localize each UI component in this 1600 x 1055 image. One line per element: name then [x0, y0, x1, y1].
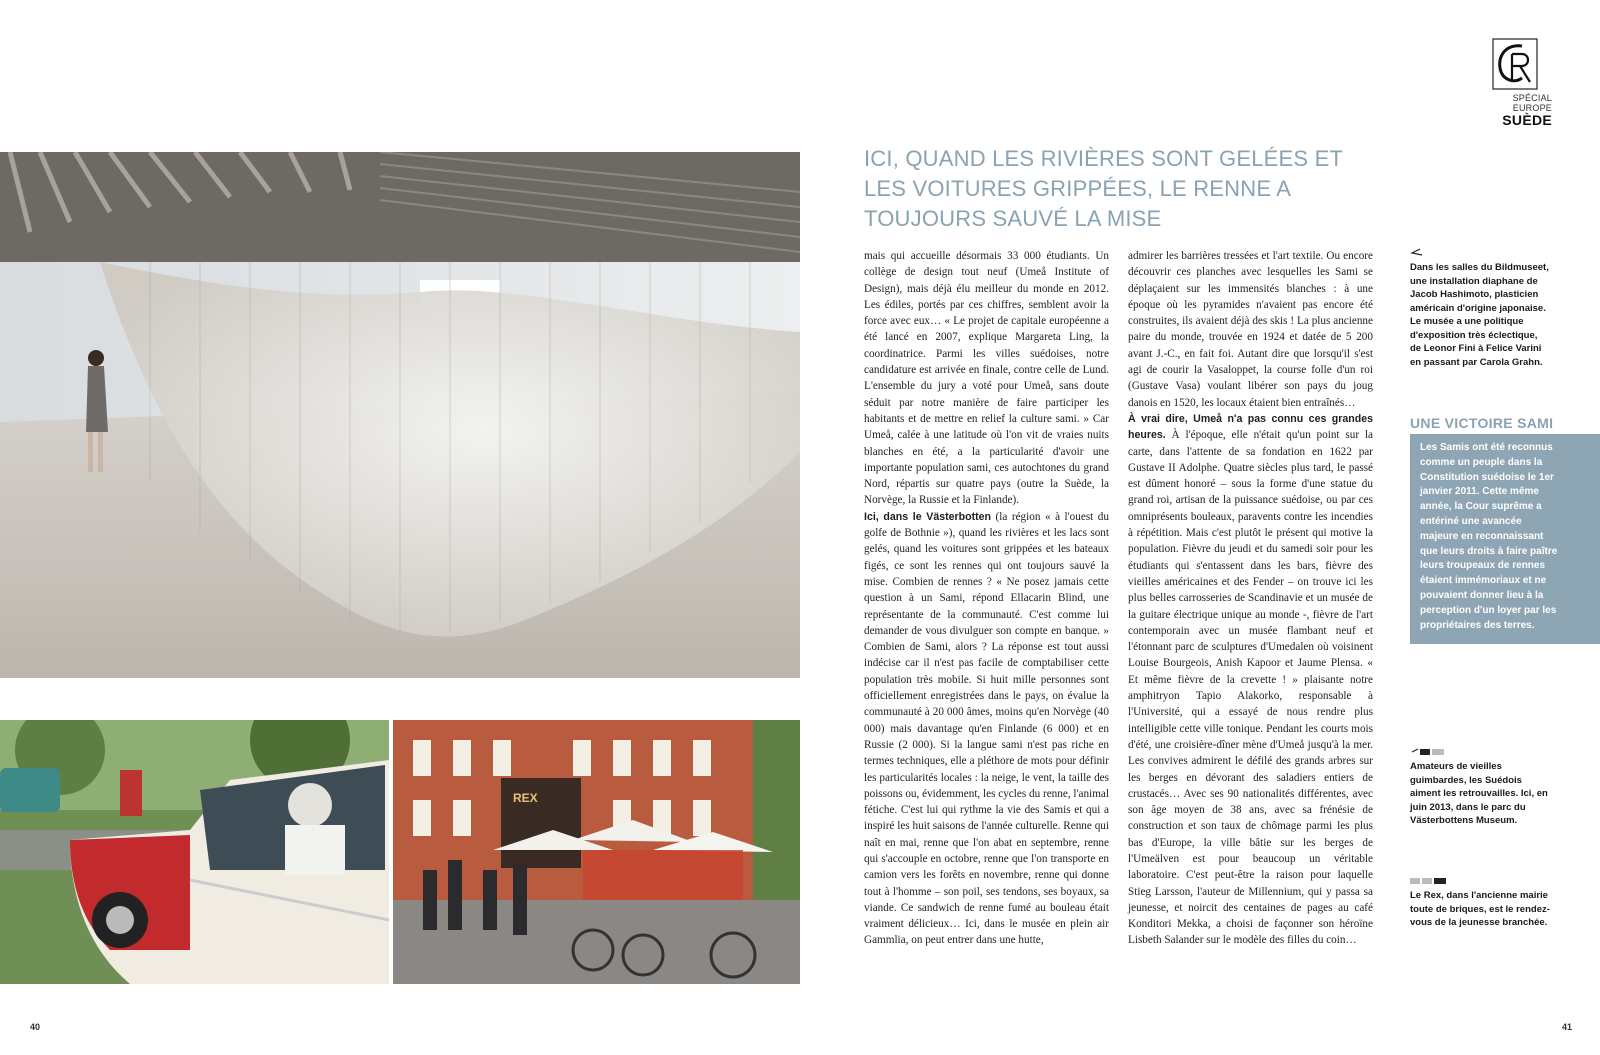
caption-pointer-icon: [1410, 248, 1550, 257]
caption-text: Le Rex, dans l'ancienne mairie toute de briques, est le rendez-vous de la jeunesse branchée.: [1410, 890, 1550, 928]
sidebar-box-text: Les Samis ont été reconnus comme un peuple dans la Constitution suédoise le 1er janvier 2011. Cette même année, la Cour suprême a entériné une avancée majeure en reconnaissant que leurs droits à faire paître leurs troupeaux de rennes étaient immémoriaux et ne pouvaient donner lieu à la perception d'un loyer par les propriétaires des terres.: [1420, 442, 1558, 631]
svg-text:REX: REX: [513, 791, 538, 805]
photo-caption-rex: [1410, 876, 1550, 930]
article-paragraph: [1128, 411, 1373, 949]
logo-subtitle: SPÉCIAL EUROPE: [1512, 93, 1552, 113]
caption-thumbnail-icon: [1410, 747, 1550, 756]
logo-monogram: [1492, 38, 1538, 90]
article-column-2: [1128, 248, 1373, 949]
photo-caption-installation: [1410, 248, 1550, 369]
article-paragraph: [864, 509, 1109, 949]
article-paragraph: mais qui accueille désormais 33 000 étudiants. Un collège de design tout neuf (Umeå Institute of Design), mais déjà élu meilleur du monde en 2012. Les édiles, portés par ces chiffres, semblent avoir la force avec eux… « Le projet de capitale européenne a été lancé en 2007, explique Margareta Ling, la coordinatrice. Parmi les villes suédoises, notre candidature est arrivée en finale, contre celle de Lund. L'ensemble du jury a voté pour Umeå, sans doute séduit par notre manière de faire participer les habitants et de mettre en relief la culture sami. » Car Umeå, calée à une latitude où l'on vit de vraies nuits blanches en été, a la particularité d'avoir une importante population sami, ces autochtones du grand Nord, répartis sur quatre pays (outre la Suède, la Norvège, la Russie et la Finlande).: [864, 250, 1109, 507]
page-number-right: 41: [1562, 1022, 1573, 1032]
article-title: ICI, QUAND LES RIVIÈRES SONT GELÉES ET LES VOITURES GRIPPÉES, LE RENNE A TOUJOURS SAUVÉ LA MISE: [864, 146, 1343, 231]
article-column-1: [864, 248, 1109, 949]
sidebar-box-title: UNE VICTOIRE SAMI: [1410, 415, 1554, 431]
vintage-car-photo: [0, 720, 389, 984]
magazine-logo: [1472, 38, 1552, 128]
caption-text: Amateurs de vieilles guimbardes, les Suédois aiment les retrouvailles. Ici, en juin 2013, dans le parc du Västerbottens Museum.: [1410, 761, 1548, 826]
paragraph-text: À l'époque, elle n'était qu'un point sur la carte, dans l'attente de sa fondation en 1622 par Gustave II Adolphe. Quatre siècles plus tard, le passé est dûment honoré – sous la forme d'une statue du grand roi, artisan de la puissance suédoise, ou par ces omniprésents bouleaux, paravents contre les incendies à répétition. Mais c'est plutôt le présent qui motive la population. Fièvre du jeudi et du samedi soir pour les étudiants qui s'entassent dans les bars, fièvre des vieilles américaines et des Fender – on trouve ici les plus belles carrosseries de Scandinavie et un musée de la guitare électrique unique au monde -, fièvre de l'art contemporain avec un musée flambant neuf et l'étonnant parc de sculptures d'Umedalen où voisinent Louise Bourgeois, Anish Kapoor et Jaume Plensa. « Et même fièvre de la crevette ! » plaisante notre amphitryon Tapio Alakorko, responsable à l'Université, qui a essayé de nous rendre plus intelligible cette ville tonique. Pendant les courts mois d'été, une croisière-dîner mène d'Umeå jusqu'à la mer. Les convives admirent le défilé des grands arbres sur les berges en dévorant des saladiers entiers de crustacés… Avec ses 90 nationalités différentes, avec son âge moyen de 38 ans, avec sa frénésie de construction et son taux de chômage parmi les plus bas d'Europe, la ville bâtie sur les berges de l'Umeälven est pour beaucoup un véritable laboratoire. C'est peut-être la raison pour laquelle Stieg Larsson, l'auteur de Millennium, qui y passa sa jeunesse, et noircit des centaines de pages au café Konditori Mekka, a choisi de façonner son héroïne Lisbeth Salander sur le modèle des filles du coin…: [1128, 429, 1373, 947]
paragraph-text: (la région « à l'ouest du golfe de Bothnie »), quand les rivières et les lacs sont gelés, quand les voitures sont grippées et les bateaux figés, ce sont les rennes qui ont toujours sauvé la mise. Combien de rennes ? « Ne posez jamais cette question à un Sami, répond Ellacarin Blind, une représentante de la communauté. C'est comme lui demander de vous divulguer son compte en banque. » Combien de Sami, alors ? La réponse est tout aussi indécise car il n'est pas facile de comptabiliser cette population très mobile. Si huit mille personnes sont officiellement enregistrées dans le pays, on évalue la communauté à 20 000 âmes, moins qu'en Norvège (40 000) mais davantage qu'en Finlande (6 000) et en Russie (2 000). Si la langue sami n'est pas riche en termes techniques, elle a pléthore de mots pour définir les particularités locales : la neige, le vent, la taille des poissons ou, évidemment, les cycles du renne, l'animal fétiche. C'est lui qui rythme la vie des Samis et qui a inspiré les huit saisons de l'année culturelle. Renne qui naît en mai, renne que l'on abat en septembre, renne qui s'accouple en octobre, renne que l'on transporte en camion vers les forêts en novembre, renne qui donne tout à l'homme – son poil, ses tendons, ses boyaux, sa viande. Ce sandwich de renne fumé au bouleau était vraiment délicieux… Ici, dans le musée en plein air Gammlia, on peut entrer dans une hutte,: [864, 510, 1109, 947]
caption-text: Dans les salles du Bildmuseet, une installation diaphane de Jacob Hashimoto, plasticien américain d'origine japonaise. Le musée a une politique d'exposition très éclectique, de Leonor Fini à Felice Varini en passant par Carola Grahn.: [1410, 262, 1549, 368]
logo-country: SUÈDE: [1502, 112, 1552, 128]
caption-thumbnail-icon: [1410, 876, 1550, 885]
article-paragraph: admirer les barrières tressées et l'art textile. Ou encore découvrir ces planches avec lesquelles les Sami se déplaçaient sur les immensités blanches : à une époque où les pyramides n'avaient pas encore été construites, ils avaient déjà des skis ! La plus ancienne paire du monde, trouvée en 1924 et datée de 5 200 avant J.-C., en fait foi. Autant dire que lorsqu'il s'est agi de courir la Vasaloppet, la course folle d'un roi (Gustave Vasa) voulant libérer son pays du joug danois en 1520, les locaux étaient bien entraînés…: [1128, 250, 1373, 409]
paragraph-lead: Ici, dans le Västerbotten: [864, 510, 992, 523]
photo-caption-car: [1410, 747, 1550, 828]
page-number-left: 40: [30, 1022, 41, 1032]
rex-cafe-photo: [393, 720, 800, 984]
installation-photo: [0, 152, 800, 678]
paragraph-lead: À vrai dire, Umeå n'a pas connu ces grandes heures.: [1128, 412, 1373, 442]
